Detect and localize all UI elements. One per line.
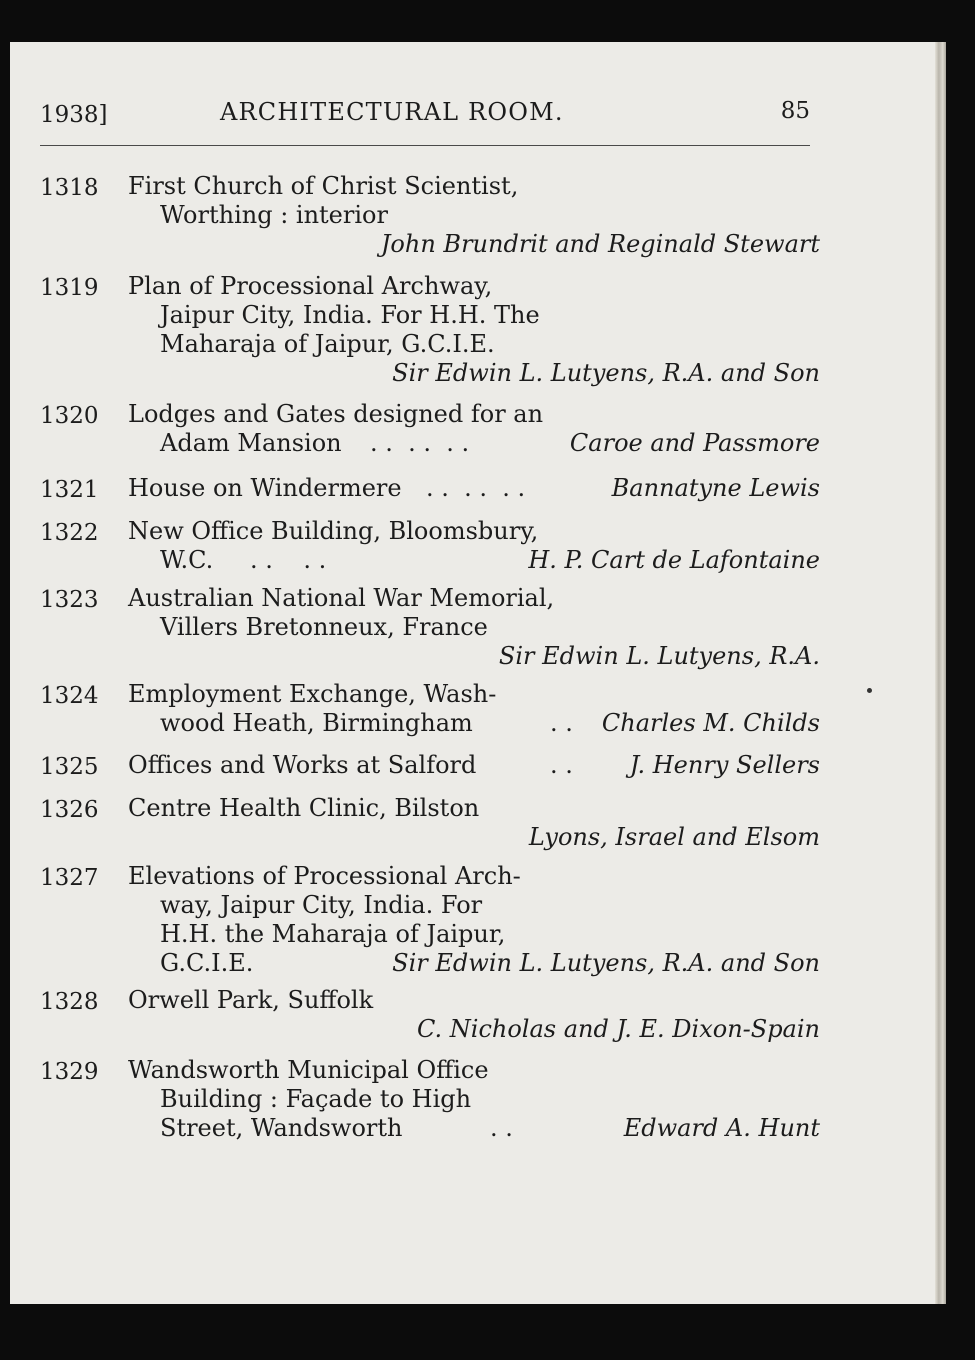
entry-number: 1319	[40, 275, 99, 301]
catalogue-entry	[40, 172, 820, 259]
entry-number: 1323	[40, 587, 99, 613]
author-line	[40, 642, 820, 671]
entry-title-text: Adam Mansion	[160, 429, 342, 457]
entry-title-line	[160, 949, 820, 978]
catalogue-entry	[40, 584, 820, 671]
dot-leader: . . . . . .	[370, 429, 470, 457]
entry-author: Sir Edwin L. Lutyens, R.A. and Son	[392, 359, 820, 387]
author-line	[40, 230, 820, 259]
entry-author: Edward A. Hunt	[623, 1114, 820, 1142]
entry-title-line: Maharaja of Jaipur, G.C.I.E.	[160, 330, 495, 358]
entry-title-line: Worthing : interior	[160, 201, 388, 229]
entry-title-line: Lodges and Gates designed for an	[128, 400, 544, 428]
catalogue-entry	[40, 680, 820, 738]
catalogue-entry	[40, 751, 820, 780]
page	[10, 42, 935, 1304]
entry-title-line	[128, 474, 820, 503]
author-line	[40, 823, 820, 852]
entry-author: Sir Edwin L. Lutyens, R.A.	[498, 642, 820, 670]
entry-number: 1320	[40, 403, 99, 429]
entry-number: 1321	[40, 477, 99, 503]
entry-author: Bannatyne Lewis	[611, 474, 820, 502]
dot-leader: . . . .	[250, 546, 327, 574]
entry-number: 1326	[40, 797, 99, 823]
entry-title-line: Wandsworth Municipal Office	[128, 1056, 489, 1084]
entry-title-line: H.H. the Maharaja of Jaipur,	[160, 920, 506, 948]
entry-title-text: House on Windermere	[128, 474, 402, 502]
entry-number: 1324	[40, 683, 99, 709]
catalogue-entry	[40, 794, 820, 852]
catalogue-entry	[40, 986, 820, 1044]
entry-title-line: Australian National War Memorial,	[128, 584, 555, 612]
entry-author: Caroe and Passmore	[569, 429, 820, 457]
entry-title-text: Offices and Works at Salford	[128, 751, 477, 779]
entry-title-line: First Church of Christ Scientist,	[128, 172, 519, 200]
author-line	[40, 359, 820, 388]
entry-title-line: Orwell Park, Suffolk	[128, 986, 374, 1014]
entry-title-line	[160, 546, 820, 575]
entry-author: Sir Edwin L. Lutyens, R.A. and Son	[392, 949, 820, 977]
entry-number: 1329	[40, 1059, 99, 1085]
header-rule	[40, 145, 810, 146]
entry-title-line	[160, 429, 820, 458]
entry-title-line	[160, 1114, 820, 1143]
dot-leader: . . . . . .	[426, 474, 526, 502]
entry-title-line: Employment Exchange, Wash-	[128, 680, 497, 708]
entry-title-line: Elevations of Processional Arch-	[128, 862, 521, 890]
header-title: ARCHITECTURAL ROOM.	[220, 98, 564, 126]
entry-title-line: way, Jaipur City, India. For	[160, 891, 483, 919]
header-year: 1938]	[40, 102, 108, 128]
entry-author: John Brundrit and Reginald Stewart	[380, 230, 820, 258]
entry-number: 1322	[40, 520, 99, 546]
catalogue-entry	[40, 862, 820, 978]
catalogue-entry	[40, 517, 820, 575]
entry-title-line: New Office Building, Bloomsbury,	[128, 517, 539, 545]
entry-number: 1327	[40, 865, 99, 891]
entry-title-text: Street, Wandsworth	[160, 1114, 403, 1142]
entry-author: J. Henry Sellers	[629, 751, 820, 779]
catalogue-entry	[40, 272, 820, 388]
dot-leader: . .	[550, 709, 573, 737]
entry-author: Lyons, Israel and Elsom	[528, 823, 820, 851]
catalogue-entry	[40, 400, 820, 458]
catalogue-entry	[40, 474, 820, 503]
dot-leader: . .	[490, 1114, 513, 1142]
entry-title-text: G.C.I.E.	[160, 949, 254, 977]
running-head	[40, 96, 810, 132]
entry-title-text: wood Heath, Birmingham	[160, 709, 473, 737]
entry-author: C. Nicholas and J. E. Dixon-Spain	[417, 1015, 820, 1043]
entry-title-line	[128, 751, 820, 780]
page-number: 85	[780, 98, 810, 124]
entry-title-text: W.C.	[160, 546, 214, 574]
entry-number: 1318	[40, 175, 99, 201]
entry-number: 1328	[40, 989, 99, 1015]
entry-title-line: Jaipur City, India. For H.H. The	[160, 301, 540, 329]
entry-author: H. P. Cart de Lafontaine	[528, 546, 820, 574]
catalogue-entry	[40, 1056, 820, 1143]
ink-speck	[867, 688, 872, 693]
dot-leader: . .	[550, 751, 573, 779]
entry-number: 1325	[40, 754, 99, 780]
author-line	[40, 1015, 820, 1044]
entry-title-line: Villers Bretonneux, France	[160, 613, 488, 641]
entry-title-line	[160, 709, 820, 738]
entry-author: Charles M. Childs	[601, 709, 820, 737]
entry-title-line: Building : Façade to High	[160, 1085, 472, 1113]
entry-title-line: Plan of Processional Archway,	[128, 272, 493, 300]
entry-title-line: Centre Health Clinic, Bilston	[128, 794, 480, 822]
